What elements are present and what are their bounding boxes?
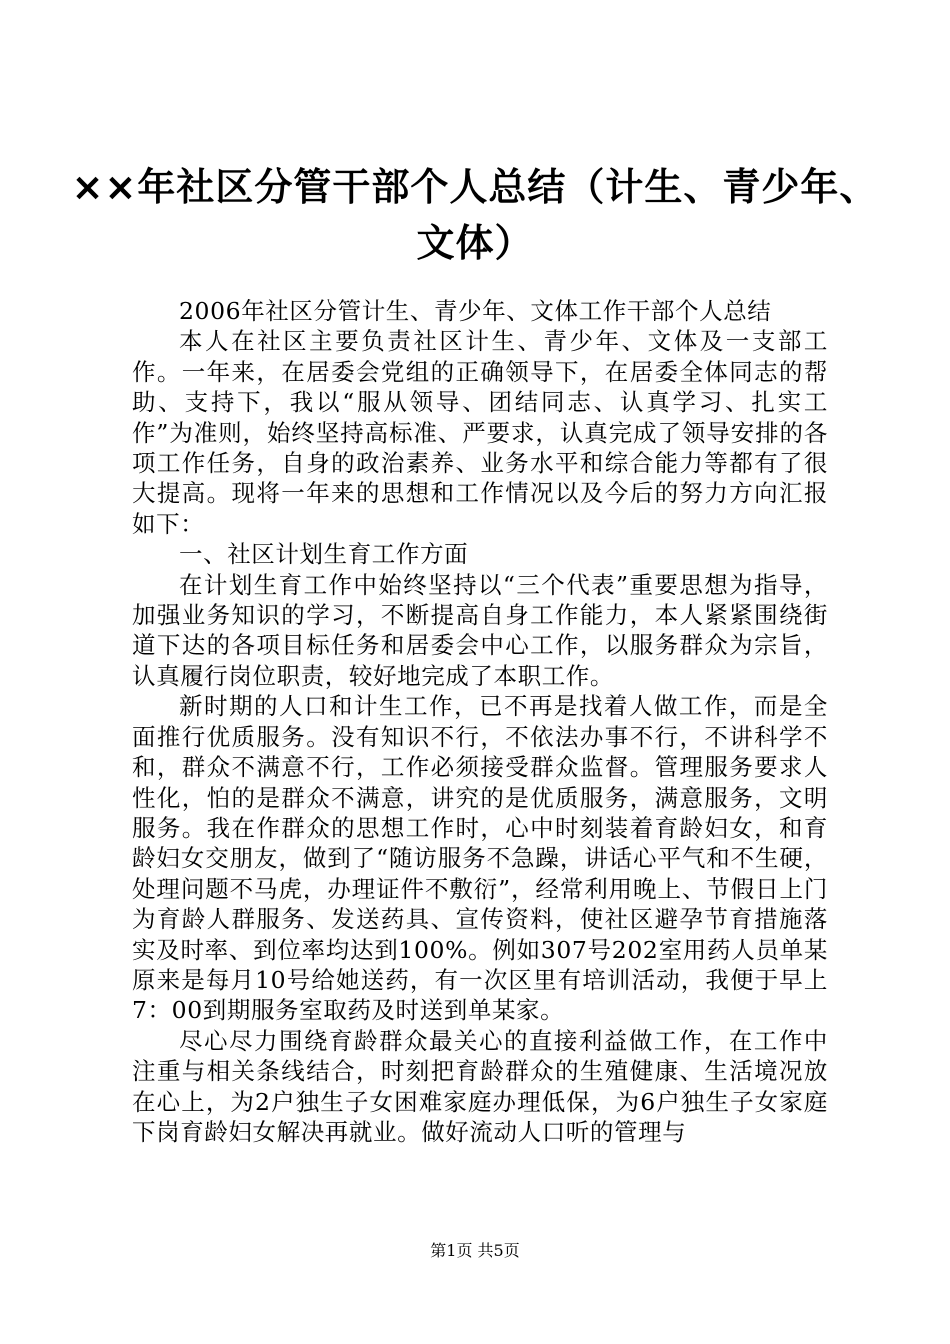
body-paragraph: 在计划生育工作中始终坚持以“三个代表”重要思想为指导，加强业务知识的学习，不断提高自身工作能力，本人紧紧围绕街道下达的各项目标任务和居委会中心工作，以服务群众为宗旨，认真履行岗位职责，较好地完成了本职工作。	[132, 570, 828, 690]
intro-paragraph: 本人在社区主要负责社区计生、青少年、文体及一支部工作。一年来，在居委会党组的正确领导下，在居委全体同志的帮助、支持下，我以“服从领导、团结同志、认真学习、扎实工作”为准则，始终坚持高标准、严要求，认真完成了领导安排的各项工作任务，自身的政治素养、业务水平和综合能力等都有了很大提高。现将一年来的思想和工作情况以及今后的努力方向汇报如下：	[132, 327, 828, 538]
subtitle-paragraph: 2006年社区分管计生、青少年、文体工作干部个人总结	[179, 297, 772, 325]
document-title-line-1: ××年社区分管干部个人总结（计生、青少年、	[71, 165, 879, 209]
body-paragraph: 尽心尽力围绕育龄群众最关心的直接利益做工作，在工作中注重与相关条线结合，时刻把育龄群众的生殖健康、生活境况放在心上，为2户独生子女困难家庭办理低保，为6户独生子女家庭下岗育龄妇女解决再就业。做好流动人口听的管理与	[132, 1026, 828, 1146]
body-paragraph: 新时期的人口和计生工作，已不再是找着人做工作，而是全面推行优质服务。没有知识不行，不依法办事不行，不讲科学不和，群众不满意不行，工作必须接受群众监督。管理服务要求人性化，怕的是群众不满意，讲究的是优质服务，满意服务，文明服务。我在作群众的思想工作时，心中时刻装着育龄妇女，和育龄妇女交朋友，做到了“随访服务不急躁，讲话心平气和不生硬，处理问题不马虎，办理证件不敷衍”，经常利用晚上、节假日上门为育龄人群服务、发送药具、宣传资料，使社区避孕节育措施落实及时率、到位率均达到100%。例如307号202室用药人员单某原来是每月10号给她送药，有一次区里有培训活动，我便于早上7：00到期服务室取药及时送到单某家。	[132, 692, 828, 1025]
section-heading: 一、社区计划生育工作方面	[179, 540, 469, 569]
document-title-line-2: 文体）	[416, 221, 534, 265]
document-body	[132, 296, 828, 1147]
page-footer: 第1页 共5页	[430, 1241, 520, 1260]
